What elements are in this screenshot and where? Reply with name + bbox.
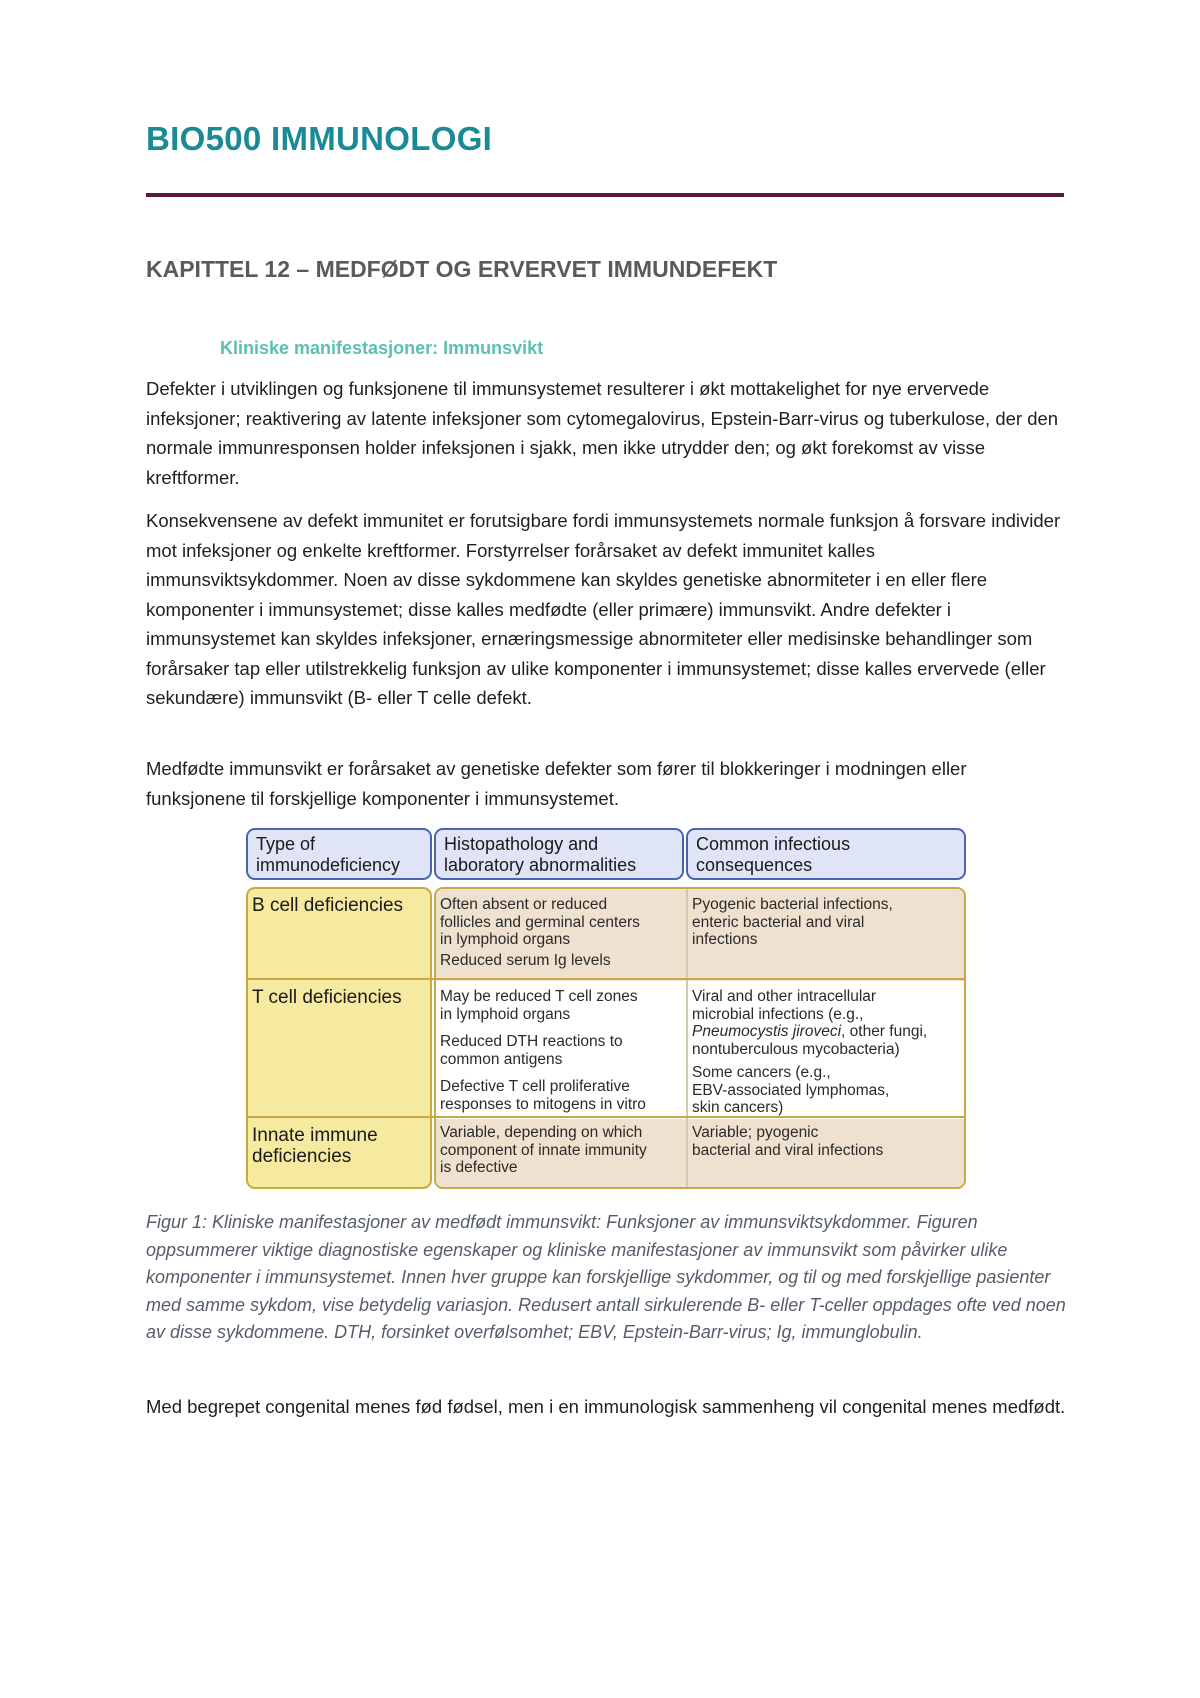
header-consequences	[686, 828, 966, 880]
header-type	[246, 828, 432, 880]
immunodeficiency-figure	[246, 828, 966, 1191]
type-b-cell: B cell deficiencies	[252, 895, 404, 916]
conseq-t-cell-organism: Pneumocystis jiroveci	[692, 1023, 842, 1040]
histo-innate-1: Variable, depending on which component of innate immunity is defective	[440, 1124, 647, 1176]
type-t-cell: T cell deficiencies	[252, 987, 402, 1008]
chapter-heading: KAPITTEL 12 – MEDFØDT OG ERVERVET IMMUNDEFEKT	[146, 256, 778, 282]
histo-t-cell-1: May be reduced T cell zones in lymphoid organs	[440, 988, 638, 1023]
paragraph-1: Defekter i utviklingen og funksjonene til immunsystemet resulterer i økt mottakelighet for nye ervervede infeksjoner; reaktivering av latente infeksjoner som cytomegalovirus, Epstein-Barr-virus og tuberkulose, der den normale immunresponsen holder infeksjonen i sjakk, men ikke utrydder den; og økt forekomst av visse kreftformer.	[146, 378, 1059, 488]
figure-caption: Figur 1: Kliniske manifestasjoner av medfødt immunsvikt: Funksjoner av immunsviktsykdommer. Figuren oppsummerer viktige diagnostiske egenskaper og kliniske manifestasjoner av immunsvikt som påvirker ulike komponenter i immunsystemet. Innen hver gruppe kan forskjellige sykdommer, og til og med forskjellige pasienter med samme sykdom, vise betydelig variasjon. Redusert antall sirkulerende B- eller T-celler oppdages ofte ved noen av disse sykdommene. DTH, forsinket overfølsomhet; EBV, Epstein-Barr-virus; Ig, immunglobulin.	[146, 1212, 1066, 1342]
paragraph-3: Medfødte immunsvikt er forårsaket av genetiske defekter som fører til blokkeringer i modningen eller funksjonene til forskjellige komponenter i immunsystemet.	[146, 758, 967, 809]
header-type-text: Type of immunodeficiency	[256, 834, 401, 875]
histo-b-cell-2: Reduced serum Ig levels	[440, 952, 611, 969]
conseq-b-cell-1: Pyogenic bacterial infections, enteric bacterial and viral infections	[692, 896, 893, 948]
conseq-t-cell-1a: Viral and other intracellular microbial infections (e.g.,	[692, 988, 877, 1023]
conseq-innate-1: Variable; pyogenic bacterial and viral infections	[692, 1124, 884, 1159]
histo-b-cell-1: Often absent or reduced follicles and germinal centers in lymphoid organs	[440, 896, 640, 948]
document-title: BIO500 IMMUNOLOGI	[146, 120, 493, 157]
row-separator	[246, 978, 966, 980]
section-heading: Kliniske manifestasjoner: Immunsvikt	[220, 338, 544, 358]
conseq-t-cell-1	[692, 988, 962, 1058]
header-histopathology-text: Histopathology and laboratory abnormalities	[444, 834, 637, 875]
paragraph-2: Konsekvensene av defekt immunitet er forutsigbare fordi immunsystemets normale funksjon å forsvare individer mot infeksjoner og enkelte kreftformer. Forstyrrelser forårsaket av defekt immunitet kalles immunsviktsykdommer. Noen av disse sykdommene kan skyldes genetiske abnormiteter i en eller flere komponenter i immunsystemet; disse kalles medfødte (eller primære) immunsvikt. Andre defekter i immunsystemet kan skyldes infeksjoner, ernæringsmessige abnormiteter eller medisinske behandlinger som forårsaker tap eller utilstrekkelig funksjon av ulike komponenter i immunsystemet; disse kalles ervervede (eller sekundære) immunsvikt (B- eller T celle defekt.	[146, 510, 1061, 708]
header-histopathology	[434, 828, 684, 880]
paragraph-4: Med begrepet congenital menes fød fødsel, men i en immunologisk sammenheng vil congenital menes medfødt.	[146, 1396, 1066, 1417]
type-innate: Innate immune deficiencies	[252, 1125, 378, 1167]
header-consequences-text: Common infectious consequences	[696, 834, 851, 875]
column-divider	[686, 889, 688, 1187]
conseq-t-cell-1b: , other fungi, nontuberculous mycobacteria)	[692, 1023, 928, 1058]
conseq-t-cell-2: Some cancers (e.g., EBV-associated lymphomas, skin cancers)	[692, 1064, 890, 1116]
title-divider	[146, 193, 1064, 197]
histo-t-cell-2: Reduced DTH reactions to common antigens	[440, 1033, 623, 1068]
histo-t-cell-3: Defective T cell proliferative responses to mitogens in vitro	[440, 1078, 646, 1113]
